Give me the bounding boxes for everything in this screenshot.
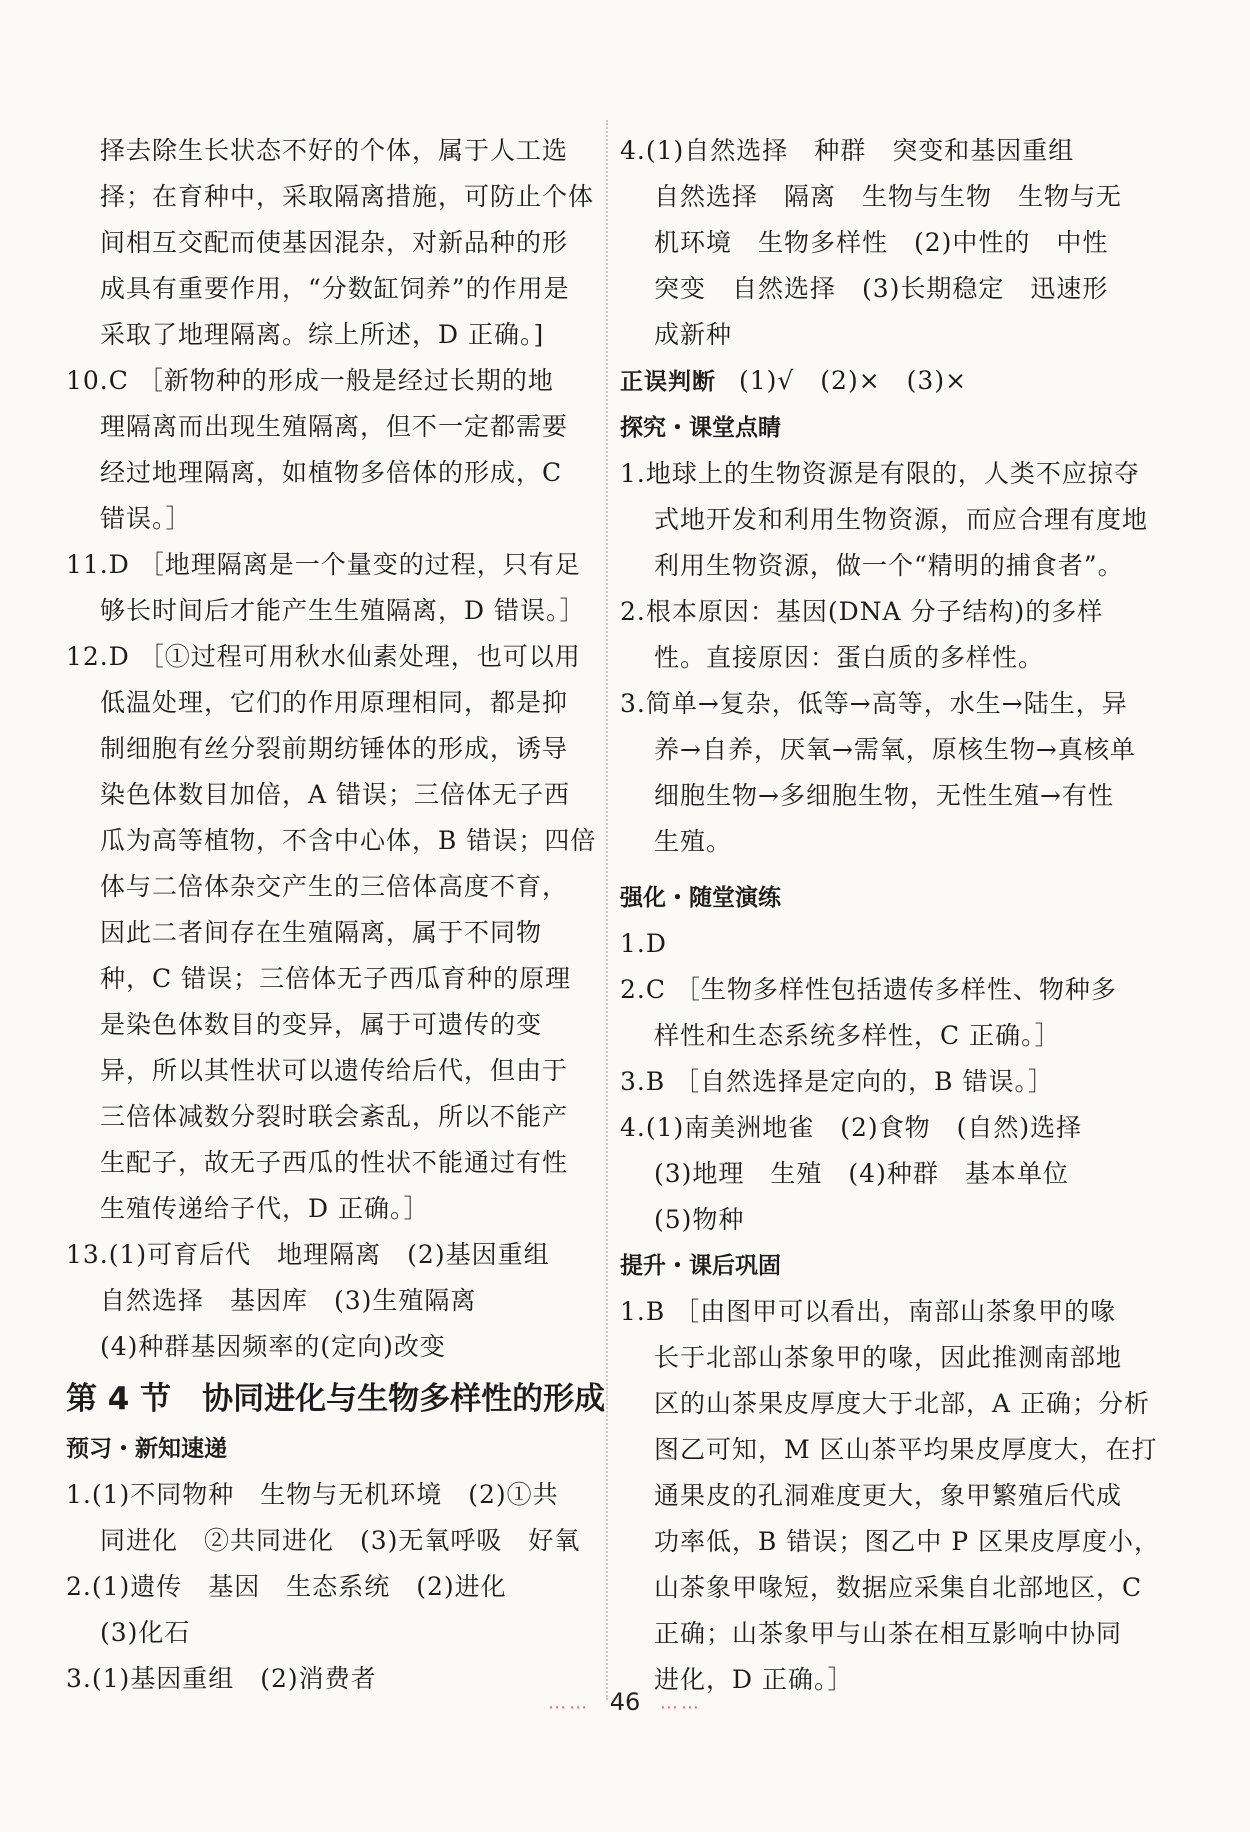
text-line: 经过地理隔离，如植物多倍体的形成，C (100, 458, 563, 487)
explore-answer-2 (620, 589, 1148, 681)
explore-answer-3 (620, 681, 1148, 865)
continued-answer (66, 128, 594, 358)
text-line: 是染色体数目的变异，属于可遗传的变 (100, 1010, 543, 1039)
text-line: 图乙可知，M 区山茶平均果皮厚度大，在打 (654, 1435, 1158, 1464)
text-line: 错误。］ (100, 504, 192, 533)
text-line: 养→自养，厌氧→需氧，原核生物→真核单 (654, 735, 1136, 764)
preview-answer-2 (66, 1564, 594, 1656)
text-line: 正确；山茶象甲与山茶在相互影响中协同 (654, 1619, 1123, 1648)
text-line: 生殖传递给子代，D 正确。］ (100, 1194, 430, 1223)
text-line: 择去除生长状态不好的个体，属于人工选 (100, 136, 569, 165)
text-line: 生殖。 (654, 827, 733, 856)
text-line: (3)地理 生殖 (4)种群 基本单位 (654, 1159, 1069, 1188)
text-line: 异，所以其性状可以遗传给后代，但由于 (100, 1056, 569, 1085)
text-line: 11.D ［地理隔离是一个量变的过程，只有足 (66, 550, 581, 579)
strengthen-answer-4 (620, 1105, 1148, 1243)
answer-13 (66, 1232, 594, 1370)
text-line: 体与二倍体杂交产生的三倍体高度不育， (100, 872, 569, 901)
text-line: 种，C 错误；三倍体无子西瓜育种的原理 (100, 964, 572, 993)
text-line: 4.(1)自然选择 种群 突变和基因重组 (620, 136, 1075, 165)
preview-answer-1 (66, 1472, 594, 1564)
judgement-heading: 正误判断 (620, 369, 716, 395)
text-line: 瓜为高等植物，不含中心体，B 错误；四倍 (100, 826, 597, 855)
text-line: 样性和生态系统多样性，C 正确。］ (654, 1021, 1061, 1050)
text-line: 3.简单→复杂，低等→高等，水生→陆生，异 (620, 689, 1128, 718)
text-line: 三倍体减数分裂时联会紊乱，所以不能产 (100, 1102, 569, 1131)
text-line: 染色体数目加倍，A 错误；三倍体无子西 (100, 780, 571, 809)
text-line: (5)物种 (654, 1205, 745, 1234)
text-line: 1.(1)不同物种 生物与无机环境 (2)①共 (66, 1480, 559, 1509)
text-line: 制细胞有丝分裂前期纺锤体的形成，诱导 (100, 734, 569, 763)
text-line: 2.C ［生物多样性包括遗传多样性、物种多 (620, 975, 1117, 1004)
text-line: 3.B ［自然选择是定向的，B 错误。］ (620, 1067, 1054, 1096)
text-line: 成新种 (654, 320, 733, 349)
answer-11 (66, 542, 594, 634)
text-line: 采取了地理隔离。综上所述，D 正确。] (100, 320, 545, 349)
text-line: 理隔离而出现生殖隔离，但不一定都需要 (100, 412, 569, 441)
strengthen-answer-3 (620, 1059, 1148, 1105)
text-line: 3.(1)基因重组 (2)消费者 (66, 1664, 377, 1693)
left-column (66, 128, 606, 1702)
column-divider (606, 120, 608, 1700)
answer-10 (66, 358, 594, 542)
text-line: 进化，D 正确。］ (654, 1665, 854, 1694)
text-line: 山茶象甲喙短，数据应采集自北部地区，C (654, 1573, 1143, 1602)
answer-12 (66, 634, 597, 1232)
explore-answer-1 (620, 451, 1148, 589)
text-line: 低温处理，它们的作用原理相同，都是抑 (100, 688, 569, 717)
page-footer (0, 1688, 1250, 1716)
text-line: 1.D (620, 929, 667, 958)
preview-heading: 预习・新知速递 (66, 1436, 227, 1462)
text-line: 突变 自然选择 (3)长期稳定 迅速形 (654, 274, 1109, 303)
footer-dots-right: …… (659, 1692, 702, 1714)
strengthen-answer-1 (620, 921, 1148, 967)
text-line: 因此二者间存在生殖隔离，属于不同物 (100, 918, 543, 947)
text-line: 性。直接原因：蛋白质的多样性。 (654, 643, 1045, 672)
text-line: 自然选择 隔离 生物与生物 生物与无 (654, 182, 1123, 211)
explore-heading: 探究・课堂点睛 (620, 415, 781, 441)
text-line: 10.C ［新物种的形成一般是经过长期的地 (66, 366, 554, 395)
text-line: 自然选择 基因库 (3)生殖隔离 (100, 1286, 477, 1315)
text-line: 同进化 ②共同进化 (3)无氧呼吸 好氧 (100, 1526, 581, 1555)
text-line: 13.(1)可育后代 地理隔离 (2)基因重组 (66, 1240, 550, 1269)
text-line: 利用生物资源，做一个“精明的捕食者”。 (654, 551, 1124, 580)
judgement-answers: (1)√ (2)× (3)× (738, 366, 968, 395)
right-column (620, 128, 1161, 1703)
text-line: (3)化石 (100, 1618, 191, 1647)
text-line: 2.根本原因：基因(DNA 分子结构)的多样 (620, 597, 1104, 626)
text-line: 12.D ［①过程可用秋水仙素处理，也可以用 (66, 642, 581, 671)
footer-dots-left: …… (548, 1692, 591, 1714)
text-line: 机环境 生物多样性 (2)中性的 中性 (654, 228, 1109, 257)
text-line: 1.B ［由图甲可以看出，南部山茶象甲的喙 (620, 1297, 1117, 1326)
answer-4 (620, 128, 1148, 358)
strengthen-answer-2 (620, 967, 1148, 1059)
text-line: 长于北部山茶象甲的喙，因此推测南部地 (654, 1343, 1123, 1372)
text-line: 成具有重要作用，“分数缸饲养”的作用是 (100, 274, 570, 303)
text-line: 够长时间后才能产生生殖隔离，D 错误。］ (100, 596, 586, 625)
text-line: 细胞生物→多细胞生物，无性生殖→有性 (654, 781, 1114, 810)
improve-heading: 提升・课后巩固 (620, 1253, 781, 1279)
text-line: 间相互交配而使基因混杂，对新品种的形 (100, 228, 569, 257)
strengthen-heading: 强化・随堂演练 (620, 885, 781, 911)
improve-answer-1 (620, 1289, 1161, 1703)
text-line: 4.(1)南美洲地雀 (2)食物 (自然)选择 (620, 1113, 1083, 1142)
section-title: 第 4 节 协同进化与生物多样性的形成 (66, 1381, 606, 1417)
text-line: 生配子，故无子西瓜的性状不能通过有性 (100, 1148, 569, 1177)
text-line: 功率低，B 错误；图乙中 P 区果皮厚度小， (654, 1527, 1161, 1556)
text-line: (4)种群基因频率的(定向)改变 (100, 1332, 446, 1361)
page-number: 46 (609, 1688, 641, 1716)
text-line: 2.(1)遗传 基因 生态系统 (2)进化 (66, 1572, 507, 1601)
text-line: 通果皮的孔洞难度更大，象甲繁殖后代成 (654, 1481, 1123, 1510)
text-line: 1.地球上的生物资源是有限的，人类不应掠夺 (620, 459, 1140, 488)
text-line: 区的山茶果皮厚度大于北部，A 正确；分析 (654, 1389, 1151, 1418)
text-line: 式地开发和利用生物资源，而应合理有度地 (654, 505, 1149, 534)
text-line: 择；在育种中，采取隔离措施，可防止个体 (100, 182, 595, 211)
judgement-row (620, 358, 1148, 405)
